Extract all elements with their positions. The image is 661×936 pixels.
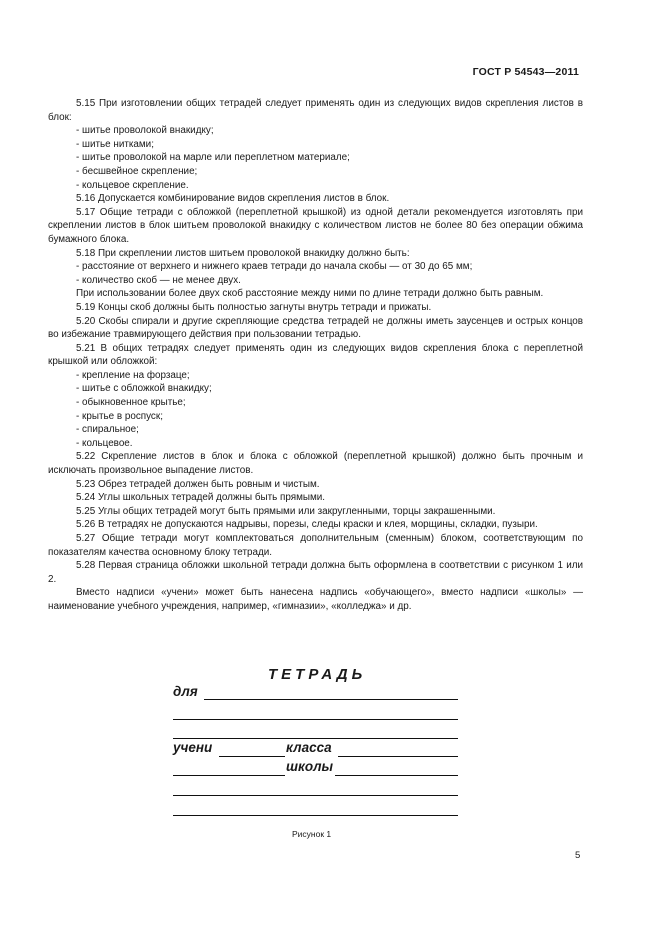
paragraph: При использовании более двух скоб расстояние между ними по длине тетради должно быть равным. [76, 288, 544, 300]
paragraph: 5.24 Углы школьных тетрадей должны быть прямыми. [76, 492, 326, 504]
figure-caption: Рисунок 1 [292, 829, 332, 839]
notebook-cover-figure [170, 662, 462, 822]
paragraph: Вместо надписи «учени» может быть нанесена надпись «обучающего», вместо надписи «школы» — наименование учебного учреждения, например, «гимназии», «колледжа» и др. [48, 587, 583, 612]
paragraph: 5.27 Общие тетради могут комплектоваться дополнительным (сменным) блоком, соответствующим по показателям качества основному блоку тетради. [48, 533, 583, 558]
list-item: - кольцевое. [76, 437, 133, 449]
paragraph: 5.18 При скреплении листов шитьем проволокой внакидку должно быть: [76, 247, 410, 259]
paragraph: 5.15 При изготовлении общих тетрадей следует применять один из следующих видов скрепления листов в блок: [48, 98, 583, 123]
list-item: - количество скоб — не менее двух. [76, 274, 241, 286]
label-for: для [173, 684, 198, 699]
list-item: - крытье в роспуск; [76, 410, 163, 422]
paragraph: 5.25 Углы общих тетрадей могут быть прямыми или закругленными, торцы закрашенными. [76, 505, 496, 517]
document-id: ГОСТ Р 54543—2011 [472, 66, 579, 78]
paragraph: 5.21 В общих тетрадях следует применять один из следующих видов скрепления блока с переплетной крышкой или обложкой: [48, 342, 583, 368]
line-class [338, 756, 458, 757]
paragraph: 5.26 В тетрадях не допускаются надрывы, порезы, следы краски и клея, морщины, складки, пузыри. [76, 519, 538, 531]
page-number: 5 [575, 850, 581, 861]
label-school: школы [286, 759, 334, 774]
line-2 [173, 719, 458, 720]
figure-title: ТЕТРАДЬ [268, 666, 367, 683]
list-item: - спиральное; [76, 424, 139, 436]
line-3 [173, 738, 458, 739]
line-7 [173, 815, 458, 816]
label-class: класса [286, 740, 332, 755]
list-item: - бесшвейное скрепление; [76, 165, 198, 177]
list-item: - шитье нитками; [76, 138, 154, 150]
list-item: - крепление на форзаце; [76, 369, 190, 381]
line-before-school [173, 775, 285, 776]
list-item: - обыкновенное крытье; [76, 397, 186, 409]
list-item: - шитье проволокой на марле или переплетном материале; [76, 152, 350, 164]
list-item: - шитье с обложкой внакидку; [76, 383, 212, 395]
paragraph: 5.28 Первая страница обложки школьной тетради должна быть оформлена в соответствии с рисунком 1 или 2. [48, 560, 583, 585]
label-pupil: учени [173, 740, 213, 755]
line-pupil [219, 756, 285, 757]
list-item: - шитье проволокой внакидку; [76, 125, 214, 137]
paragraph: 5.20 Скобы спирали и другие скрепляющие средства тетрадей не должны иметь заусенцев и острых концов во избежание травмирующего действия при пользовании тетрадью. [48, 315, 583, 341]
list-item: - расстояние от верхнего и нижнего краев тетради до начала скобы — от 30 до 65 мм; [76, 261, 473, 273]
paragraph: 5.17 Общие тетради с обложкой (переплетной крышкой) из одной детали рекомендуется изготовлять при скреплении листов в блок шитьем проволокой внакидку с количеством листов не более 80 без операции обжима бумажного блока. [48, 206, 583, 245]
paragraph: 5.22 Скрепление листов в блок и блока с обложкой (переплетной крышкой) должно быть прочным и исключать произвольное выпадение листов. [48, 451, 583, 477]
paragraph: 5.23 Обрез тетрадей должен быть ровным и чистым. [76, 478, 320, 490]
line-school [335, 775, 458, 776]
document-body [48, 97, 583, 614]
list-item: - кольцевое скрепление. [76, 179, 189, 191]
line-for [204, 699, 458, 700]
paragraph: 5.19 Концы скоб должны быть полностью загнуты внутрь тетради и прижаты. [76, 301, 432, 313]
line-6 [173, 795, 458, 796]
paragraph: 5.16 Допускается комбинирование видов скрепления листов в блок. [76, 193, 390, 205]
